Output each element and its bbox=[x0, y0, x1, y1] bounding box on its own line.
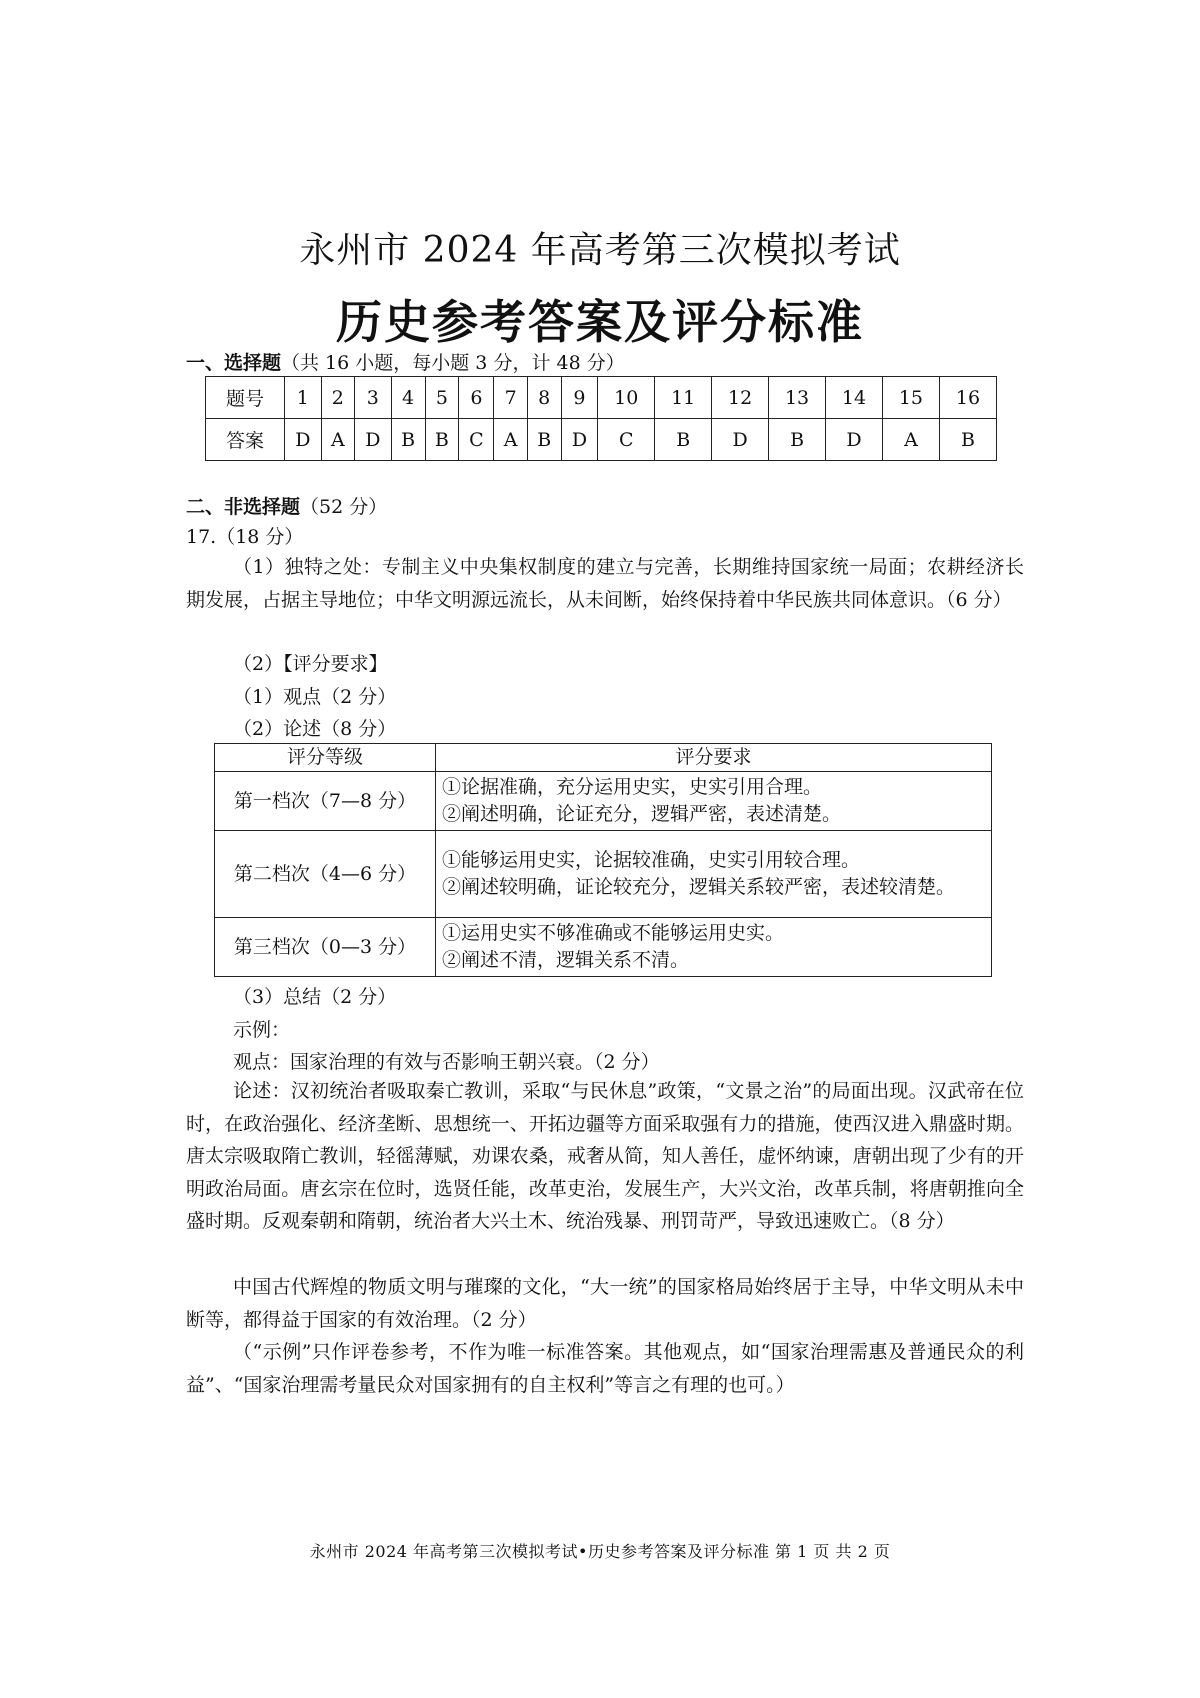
rubric-requirement bbox=[436, 918, 992, 977]
question-number: 5 bbox=[425, 377, 459, 419]
answer-cell: C bbox=[459, 419, 494, 461]
question-number: 12 bbox=[712, 377, 769, 419]
answer-cell: D bbox=[561, 419, 598, 461]
question-number: 6 bbox=[459, 377, 494, 419]
question-number: 15 bbox=[882, 377, 939, 419]
answer-cell: A bbox=[882, 419, 939, 461]
question-number-row bbox=[206, 377, 997, 419]
answer-cell: D bbox=[354, 419, 391, 461]
row-label-answers: 答案 bbox=[206, 419, 285, 461]
rubric-requirement-line: ①运用史实不够准确或不能够运用史实。 bbox=[442, 922, 785, 944]
question-number: 7 bbox=[494, 377, 527, 419]
question-number: 1 bbox=[285, 377, 322, 419]
example-viewpoint: 观点：国家治理的有效与否影响王朝兴衰。（2 分） bbox=[233, 1051, 660, 1073]
example-argument: 论述：汉初统治者吸取秦亡教训，采取“与民休息”政策，“文景之治”的局面出现。汉武帝在位时，在政治强化、经济垄断、思想统一、开拓边疆等方面采取强有力的措施，使西汉进入鼎盛时期。唐太宗吸取隋亡教训，轻徭薄赋，劝课农桑，戒奢从简，知人善任，虚怀纳谏，唐朝出现了少有的开明政治局面。唐玄宗在位时，选贤任能，改革吏治，发展生产，大兴文治，改革兵制，将唐朝推向全盛时期。反观秦朝和隋朝，统治者大兴土木、统治残暴、刑罚苛严，导致迅速败亡。（8 分） bbox=[186, 1080, 1024, 1232]
question-number: 2 bbox=[321, 377, 354, 419]
section1-note: （共 16 小题，每小题 3 分，计 48 分） bbox=[281, 352, 625, 374]
rubric-level: 第一档次（7—8 分） bbox=[215, 772, 436, 831]
rubric-header-row bbox=[215, 744, 992, 772]
rubric-header-requirement: 评分要求 bbox=[436, 744, 992, 772]
rubric-requirement bbox=[436, 772, 992, 831]
answer-cell: B bbox=[769, 419, 826, 461]
example-note: （“示例”只作评卷参考，不作为唯一标准答案。其他观点，如“国家治理需惠及普通民众的利益”、“国家治理需考量民众对国家拥有的自主权利”等言之有理的也可。） bbox=[186, 1341, 1024, 1396]
answer-cell: A bbox=[494, 419, 527, 461]
page-footer: 永州市 2024 年高考第三次模拟考试•历史参考答案及评分标准 第 1 页 共 2 页 bbox=[309, 1542, 891, 1561]
q17-part2-heading: （2）【评分要求】 bbox=[233, 653, 388, 675]
rubric-point-argument: （2）论述（8 分） bbox=[233, 718, 397, 740]
question-17-heading: 17.（18 分） bbox=[186, 526, 304, 548]
question-number: 13 bbox=[769, 377, 826, 419]
answer-cell: B bbox=[939, 419, 996, 461]
grading-rubric-table bbox=[214, 743, 992, 977]
rubric-requirement bbox=[436, 831, 992, 918]
rubric-level: 第二档次（4—6 分） bbox=[215, 831, 436, 918]
answer-cell: D bbox=[826, 419, 883, 461]
answer-cell: B bbox=[655, 419, 712, 461]
rubric-point-viewpoint: （1）观点（2 分） bbox=[233, 686, 397, 708]
answer-cell: B bbox=[425, 419, 459, 461]
rubric-row bbox=[215, 831, 992, 918]
section2-title: 二、非选择题 bbox=[186, 496, 301, 518]
question-number: 16 bbox=[939, 377, 996, 419]
answer-cell: B bbox=[391, 419, 425, 461]
answer-cell: C bbox=[598, 419, 655, 461]
question-number: 4 bbox=[391, 377, 425, 419]
section2-heading bbox=[186, 492, 387, 519]
rubric-row bbox=[215, 772, 992, 831]
section1-title: 一、选择题 bbox=[186, 352, 282, 374]
rubric-requirement-line: ②阐述不清，逻辑关系不清。 bbox=[442, 949, 690, 971]
rubric-level: 第三档次（0—3 分） bbox=[215, 918, 436, 977]
rubric-requirement-line: ①论据准确，充分运用史实，史实引用合理。 bbox=[442, 776, 823, 798]
rubric-requirement-line: ②阐述明确，论证充分，逻辑严密，表述清楚。 bbox=[442, 803, 842, 825]
answer-cell: A bbox=[321, 419, 354, 461]
example-label: 示例： bbox=[233, 1019, 291, 1041]
answer-row bbox=[206, 419, 997, 461]
rubric-requirement-line: ②阐述较明确，证论较充分，逻辑关系较严密，表述较清楚。 bbox=[442, 876, 956, 898]
section1-heading bbox=[186, 348, 625, 375]
rubric-header-level: 评分等级 bbox=[215, 744, 436, 772]
section2-note: （52 分） bbox=[300, 496, 388, 518]
answer-table bbox=[205, 376, 997, 461]
document-subtitle: 历史参考答案及评分标准 bbox=[336, 295, 864, 349]
rubric-requirement-line: ①能够运用史实，论据较准确，史实引用较合理。 bbox=[442, 849, 861, 871]
answer-cell: D bbox=[285, 419, 322, 461]
example-summary: 中国古代辉煌的物质文明与璀璨的文化，“大一统”的国家格局始终居于主导，中华文明从未中断等，都得益于国家的有效治理。（2 分） bbox=[186, 1276, 1024, 1331]
rubric-row bbox=[215, 918, 992, 977]
exam-title: 永州市 2024 年高考第三次模拟考试 bbox=[299, 230, 901, 271]
answer-cell: D bbox=[712, 419, 769, 461]
question-number: 11 bbox=[655, 377, 712, 419]
row-label-numbers: 题号 bbox=[206, 377, 285, 419]
question-number: 3 bbox=[354, 377, 391, 419]
q17-part1-answer: （1）独特之处：专制主义中央集权制度的建立与完善，长期维持国家统一局面；农耕经济长期发展，占据主导地位；中华文明源远流长，从未间断，始终保持着中华民族共同体意识。（6 分） bbox=[186, 556, 1024, 611]
question-number: 9 bbox=[561, 377, 598, 419]
question-number: 14 bbox=[826, 377, 883, 419]
question-number: 8 bbox=[527, 377, 561, 419]
answer-cell: B bbox=[527, 419, 561, 461]
rubric-point-summary: （3）总结（2 分） bbox=[233, 986, 397, 1008]
question-number: 10 bbox=[598, 377, 655, 419]
